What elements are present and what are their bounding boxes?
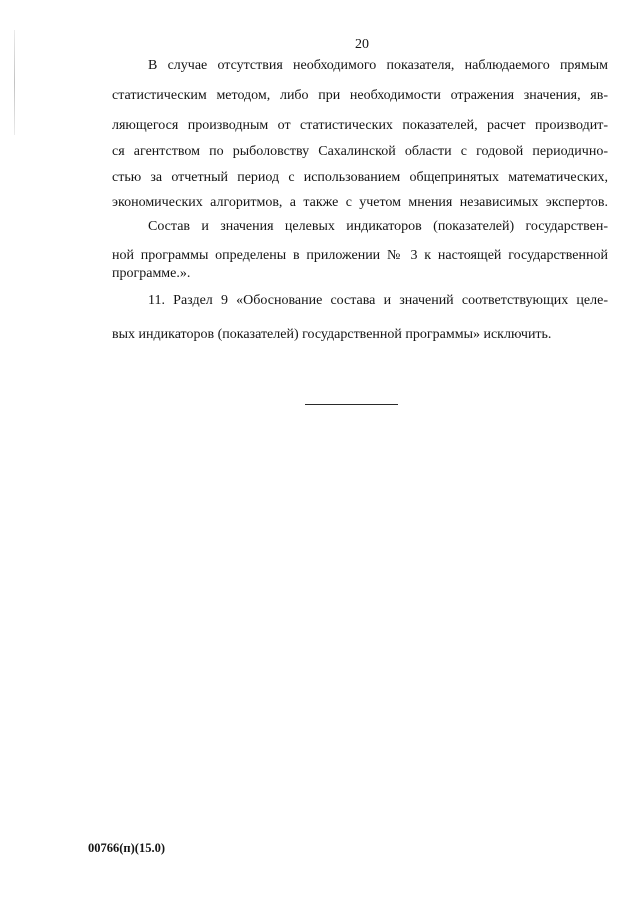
text-line: стью за отчетный период с использованием общепринятых математических, [112,170,608,185]
text-line: Состав и значения целевых индикаторов (показателей) государствен- [148,219,608,234]
footer-document-code: 00766(п)(15.0) [88,841,165,855]
text-line: статистическим методом, либо при необходимости отражения значения, яв- [112,88,608,103]
page-number: 20 [355,37,369,52]
text-line: программе.». [112,266,191,281]
text-line: В случае отсутствия необходимого показателя, наблюдаемого прямым [148,58,608,73]
text-line: ся агентством по рыболовству Сахалинской области с годовой периодично- [112,144,608,159]
text-line: ляющегося производным от статистических показателей, расчет производит- [112,118,608,133]
text-line: экономических алгоритмов, а также с учетом мнения независимых экспертов. [112,195,608,210]
text-line: вых индикаторов (показателей) государственной программы» исключить. [112,327,552,342]
text-line: ной программы определены в приложении № 3 к настоящей государственной [112,248,608,263]
text-line: 11. Раздел 9 «Обоснование состава и значений соответствующих целе- [148,293,608,308]
end-divider-line [305,404,398,405]
scan-edge-mark [14,30,15,135]
